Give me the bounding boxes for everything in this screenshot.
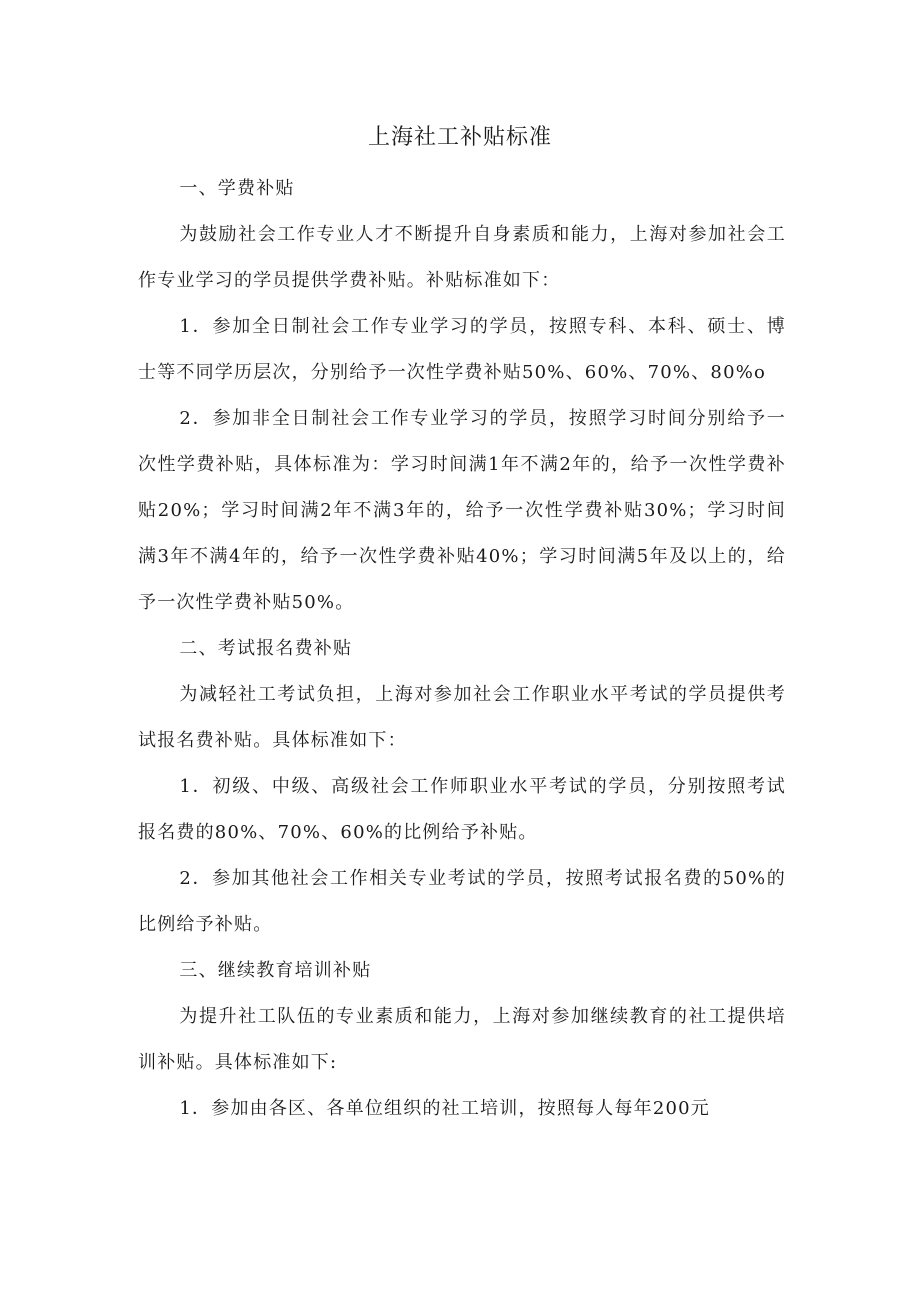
section-intro-training: 为提升社工队伍的专业素质和能力，上海对参加继续教育的社工提供培训补贴。具体标准如下: (138, 1006, 786, 1073)
document-body (138, 166, 786, 1132)
exam-item-2: 2．参加其他社会工作相关专业考试的学员，按照考试报名费的50%的比例给予补贴。 (138, 868, 786, 935)
exam-item-1: 1．初级、中级、高级社会工作师职业水平考试的学员，分别按照考试报名费的80%、70%、60%的比例给予补贴。 (138, 776, 786, 843)
training-item-1: 1．参加由各区、各单位组织的社工培训，按照每人每年200元 (179, 1098, 710, 1119)
section-heading-tuition: 一、学费补贴 (179, 178, 295, 199)
section-heading-exam: 二、考试报名费补贴 (179, 638, 353, 659)
document-title: 上海社工补贴标准 (367, 125, 552, 150)
section-heading-training: 三、继续教育培训补贴 (179, 960, 372, 981)
tuition-item-2: 2．参加非全日制社会工作专业学习的学员，按照学习时间分别给予一次性学费补贴，具体标准为：学习时间满1年不满2年的，给予一次性学费补贴20%；学习时间满2年不满3年的，给予一次性学费补贴30%；学习时间满3年不满4年的，给予一次性学费补贴40%；学习时间满5年及以上的，给予一次性学费补贴50%。 (138, 408, 786, 613)
section-intro-tuition: 为鼓励社会工作专业人才不断提升自身素质和能力，上海对参加社会工作专业学习的学员提供学费补贴。补贴标准如下： (138, 224, 786, 291)
section-intro-exam: 为减轻社工考试负担，上海对参加社会工作职业水平考试的学员提供考试报名费补贴。具体标准如下： (138, 684, 786, 751)
tuition-item-1: 1．参加全日制社会工作专业学习的学员，按照专科、本科、硕士、博士等不同学历层次，分别给予一次性学费补贴50%、60%、70%、80%o (138, 316, 786, 383)
